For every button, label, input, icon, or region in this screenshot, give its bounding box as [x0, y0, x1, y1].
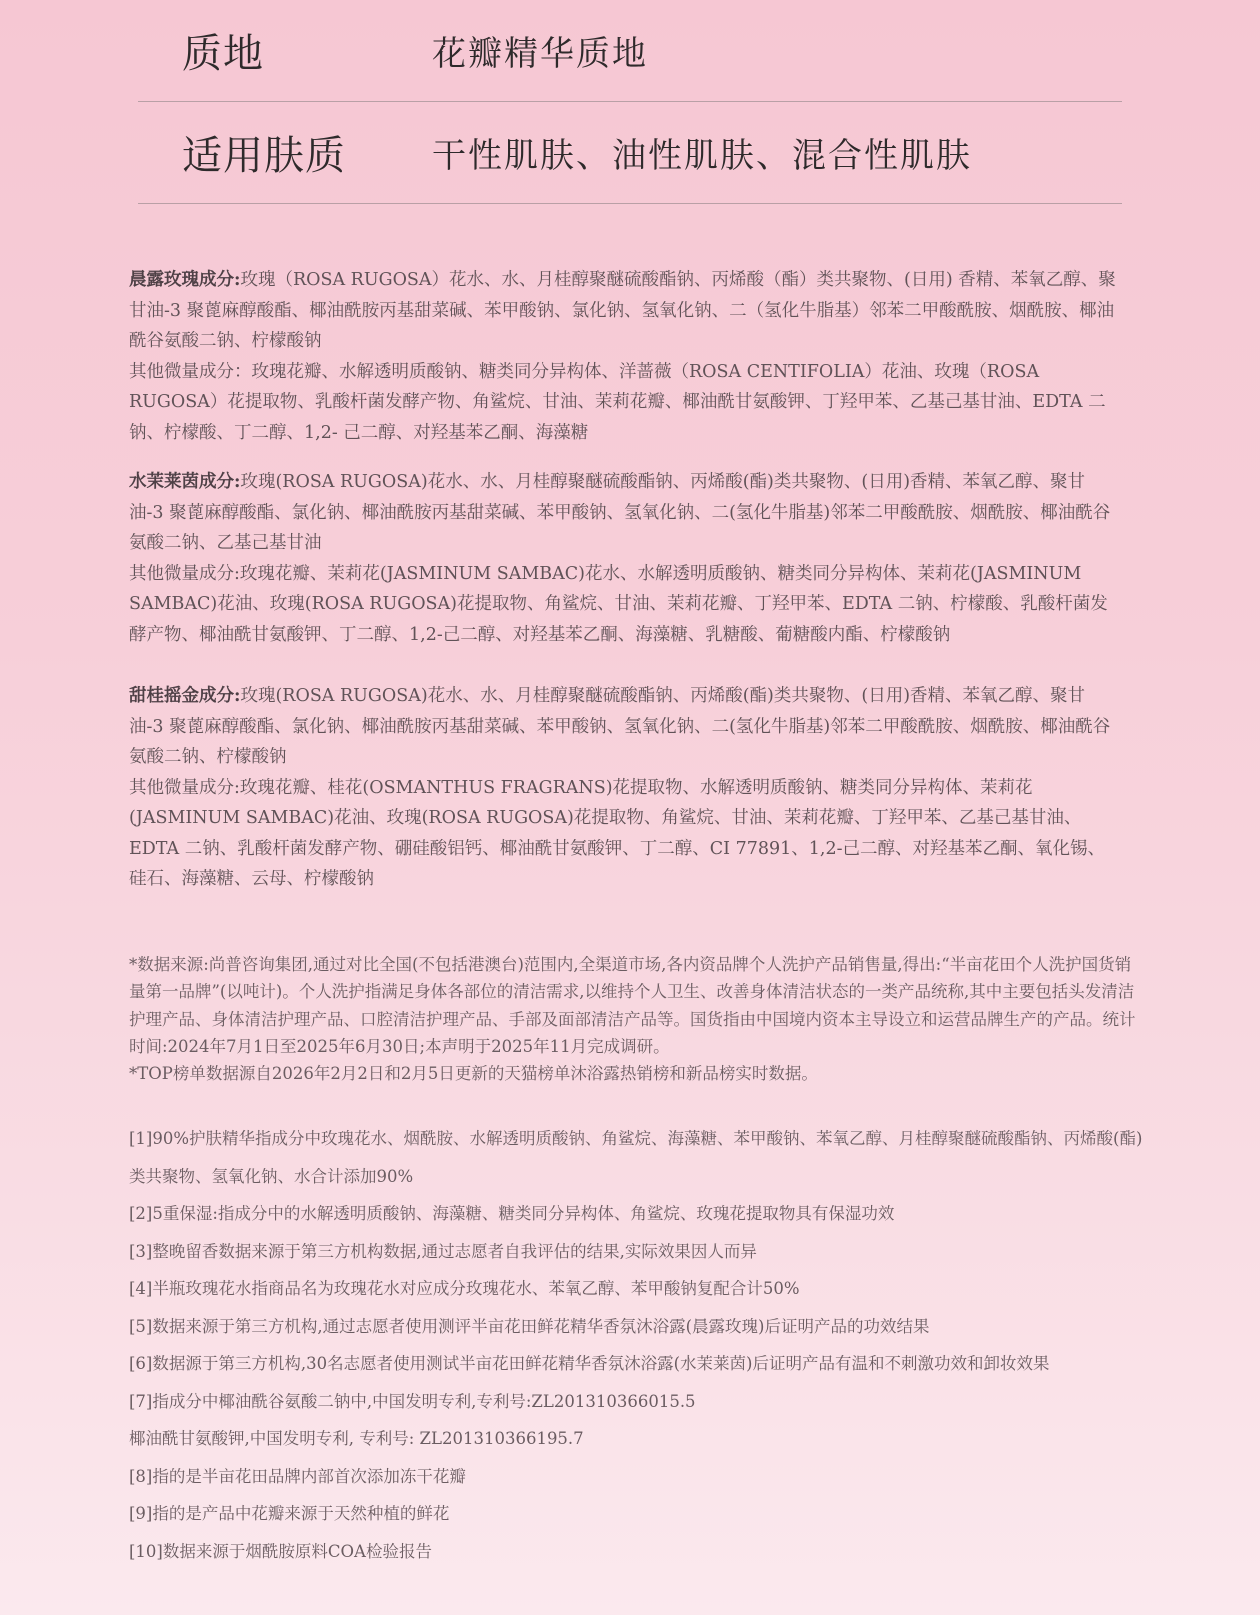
reference-item: [7]指成分中椰油酰谷氨酸二钠中,中国发明专利,专利号:ZL201310366015.5: [129, 1391, 696, 1411]
reference-item: [1]90%护肤精华指成分中玫瑰花水、烟酰胺、水解透明质酸钠、角鲨烷、海藻糖、苯甲酸钠、苯氧乙醇、月桂醇聚醚硫酸酯钠、丙烯酸(酯): [129, 1129, 1143, 1148]
reference-item: [6]数据源于第三方机构,30名志愿者使用测试半亩花田鲜花精华香氛沐浴露(水茉莱茵)后证明产品有温和不刺激功效和卸妆效果: [129, 1354, 1050, 1373]
references-list: [129, 1120, 1199, 1570]
spec-table: [138, 0, 1122, 204]
ingredient-title: 晨露玫瑰成分:: [129, 270, 241, 290]
spec-label: 质地: [182, 31, 264, 77]
ingredient-title: 水茉莱茵成分:: [129, 472, 241, 492]
reference-item: 椰油酰甘氨酸钾,中国发明专利, 专利号: ZL201310366195.7: [129, 1429, 584, 1448]
data-source-notes: [129, 951, 1139, 1087]
reference-item: [10]数据来源于烟酰胺原料COA检验报告: [129, 1541, 432, 1561]
ingredient-main: 玫瑰(ROSA RUGOSA)花水、水、月桂醇聚醚硫酸酯钠、丙烯酸(酯)类共聚物、(日用)香精、苯氧乙醇、聚甘油-3 聚蓖麻醇酸酯、氯化钠、椰油酰胺丙基甜菜碱、苯甲酸钠、氢氧化钠、二(氢化牛脂基)邻苯二甲酸酰胺、烟酰胺、椰油酰谷氨酸二钠、乙基己基甘油: [129, 472, 1111, 553]
ingredient-other: 其他微量成分：玫瑰花瓣、水解透明质酸钠、糖类同分异构体、洋蔷薇（ROSA CENTIFOLIA）花油、玫瑰（ROSA RUGOSA）花提取物、乳酸杆菌发酵产物、角鲨烷、甘油、茉莉花瓣、椰油酰甘氨酸钾、丁羟甲苯、乙基己基甘油、EDTA 二钠、柠檬酸、丁二醇、1,2- 己二醇、对羟基苯乙酮、海藻糖: [129, 361, 1106, 443]
spec-label: 适用肤质: [182, 133, 346, 179]
ingredient-main: 玫瑰（ROSA RUGOSA）花水、水、月桂醇聚醚硫酸酯钠、丙烯酸（酯）类共聚物、(日用) 香精、苯氧乙醇、聚甘油-3 聚蓖麻醇酸酯、椰油酰胺丙基甜菜碱、苯甲酸钠、氯化钠、氢氧化钠、二（氢化牛脂基）邻苯二甲酸酰胺、烟酰胺、椰油酰谷氨酸二钠、柠檬酸钠: [129, 270, 1116, 351]
ingredient-other: 其他微量成分:玫瑰花瓣、桂花(OSMANTHUS FRAGRANS)花提取物、水解透明质酸钠、糖类同分异构体、茉莉花(JASMINUM SAMBAC)花油、玫瑰(ROSA RUGOSA)花提取物、角鲨烷、甘油、茉莉花瓣、丁羟甲苯、乙基己基甘油、EDTA 二钠、乳酸杆菌发酵产物、硼硅酸铝钙、椰油酰甘氨酸钾、丁二醇、CI 77891、1,2-己二醇、对羟基苯乙酮、氧化锡、硅石、海藻糖、云母、柠檬酸钠: [129, 777, 1105, 889]
reference-item: [2]5重保湿:指成分中的水解透明质酸钠、海藻糖、糖类同分异构体、角鲨烷、玫瑰花提取物具有保湿功效: [129, 1204, 895, 1223]
ingredient-other: 其他微量成分:玫瑰花瓣、茉莉花(JASMINUM SAMBAC)花水、水解透明质酸钠、糖类同分异构体、茉莉花(JASMINUM SAMBAC)花油、玫瑰(ROSA RUGOSA)花提取物、角鲨烷、甘油、茉莉花瓣、丁羟甲苯、EDTA 二钠、柠檬酸、乳酸杆菌发酵产物、椰油酰甘氨酸钾、丁二醇、1,2-己二醇、对羟基苯乙酮、海藻糖、乳糖酸、葡糖酸内酯、柠檬酸钠: [129, 563, 1108, 645]
ingredient-main: 玫瑰(ROSA RUGOSA)花水、水、月桂醇聚醚硫酸酯钠、丙烯酸(酯)类共聚物、(日用)香精、苯氧乙醇、聚甘油-3 聚蓖麻醇酸酯、氯化钠、椰油酰胺丙基甜菜碱、苯甲酸钠、氢氧化钠、二(氢化牛脂基)邻苯二甲酸酰胺、烟酰胺、椰油酰谷氨酸二钠、柠檬酸钠: [129, 686, 1111, 767]
ingredient-block-osmanthus: [129, 681, 1119, 895]
reference-item: [5]数据来源于第三方机构,通过志愿者使用测评半亩花田鲜花精华香氛沐浴露(晨露玫瑰)后证明产品的功效结果: [129, 1316, 930, 1336]
reference-item: [8]指的是半亩花田品牌内部首次添加冻干花瓣: [129, 1466, 466, 1486]
ingredient-title: 甜桂摇金成分:: [129, 686, 241, 706]
spec-row-skin-type: [138, 102, 1122, 204]
ingredient-block-jasmine: [129, 467, 1119, 650]
note-line: *TOP榜单数据源自2026年2月2日和2月5日更新的天猫榜单沐浴露热销榜和新品榜实时数据。: [129, 1064, 818, 1084]
note-line: *数据来源:尚普咨询集团,通过对比全国(不包括港澳台)范围内,全渠道市场,各内资品牌个人洗护产品销售量,得出:“半亩花田个人洗护国货销量第一品牌”(以吨计)。个人洗护指满足身体各部位的清洁需求,以维持个人卫生、改善身体清洁状态的一类产品统称,其中主要包括头发清洁护理产品、身体清洁护理产品、口腔清洁护理产品、手部及面部清洁产品等。国货指由中国境内资本主导设立和运营品牌生产的产品。统计时间:2024年7月1日至2025年6月30日;本声明于2025年11月完成调研。: [129, 955, 1136, 1056]
spec-value: 花瓣精华质地: [432, 34, 648, 74]
ingredient-block-morning-rose: [129, 265, 1119, 448]
ingredients-section: [129, 265, 1119, 895]
reference-item: [4]半瓶玫瑰花水指商品名为玫瑰花水对应成分玫瑰花水、苯氧乙醇、苯甲酸钠复配合计50%: [129, 1279, 800, 1298]
spec-row-texture: [138, 0, 1122, 102]
reference-item: [3]整晚留香数据来源于第三方机构数据,通过志愿者自我评估的结果,实际效果因人而异: [129, 1241, 757, 1261]
reference-item: 类共聚物、氢氧化钠、水合计添加90%: [129, 1166, 414, 1186]
reference-item: [9]指的是产品中花瓣来源于天然种植的鲜花: [129, 1504, 450, 1523]
spec-value: 干性肌肤、油性肌肤、混合性肌肤: [432, 136, 972, 176]
